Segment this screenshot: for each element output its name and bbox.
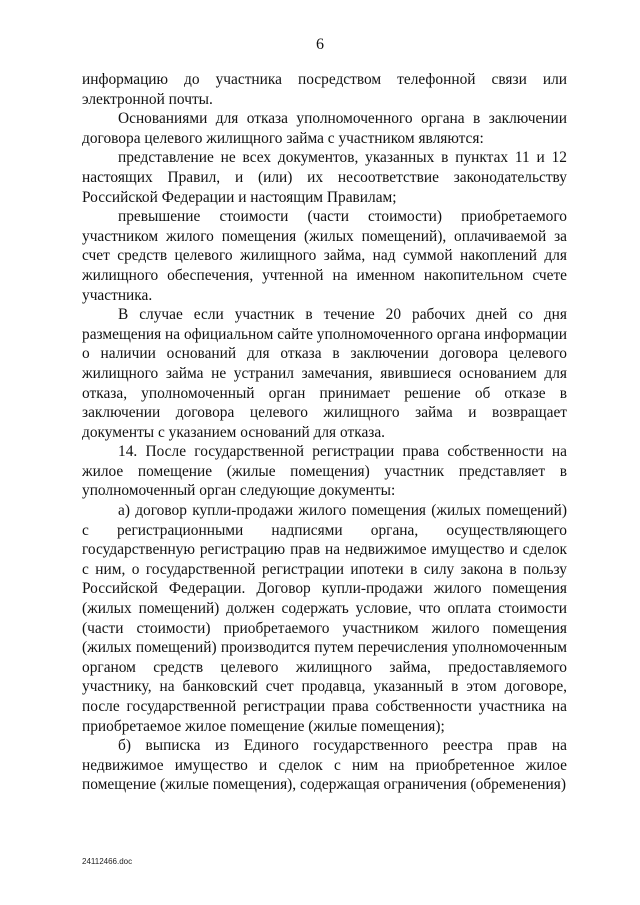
- paragraph-item-14: 14. После государственной регистрации права собственности на жилое помещение (жилые помещения) участник представляет в уполномоченный орган следующие документы:: [82, 443, 567, 500]
- paragraph-item-a: а) договор купли-продажи жилого помещения (жилых помещений) с регистрационными надписями органа, осуществляющего государственную регистрацию прав на недвижимое имущество и сделок с ним, о государственной регистрации ипотеки в силу закона в пользу Российской Федерации. Договор купли-продажи жилого помещения (жилых помещений) должен содержать условие, что оплата стоимости (части стоимости) приобретаемого участником жилого помещения (жилых помещений) производится путем перечисления уполномоченным органом средств целевого жилищного займа, предоставляемого участнику, на банковский счет продавца, указанный в этом договоре, после государственной регистрации права собственности участника на приобретаемое жилое помещение (жилые помещения);: [82, 502, 567, 735]
- page-number: 6: [316, 36, 324, 53]
- paragraph-refusal-grounds: Основаниями для отказа уполномоченного органа в заключении договора целевого жилищного займа с участником являются:: [82, 110, 567, 147]
- paragraph-cost-excess: превышение стоимости (части стоимости) приобретаемого участником жилого помещения (жилых помещений), оплачиваемой за счет средств целевого жилищного займа, над суммой накоплений для жилищного обеспечения, учтенной на именном накопительном счете участника.: [82, 208, 567, 304]
- document-body: [82, 70, 567, 795]
- paragraph-item-b: б) выписка из Единого государственного реестра прав на недвижимое имущество и сделок с ним на приобретенное жилое помещение (жилые помещения), содержащая ограничения (обременения): [82, 737, 567, 794]
- paragraph-continuation: информацию до участника посредством телефонной связи или электронной почты.: [82, 71, 567, 108]
- paragraph-twenty-days: В случае если участник в течение 20 рабочих дней со дня размещения на официальном сайте уполномоченного органа информации о наличии оснований для отказа в заключении договора целевого жилищного займа не устранил замечания, явившиеся основанием для отказа, уполномоченный орган принимает решение об отказе в заключении договора целевого жилищного займа и возвращает документы с указанием оснований для отказа.: [82, 306, 567, 441]
- footer-document-code: 24112466.doc: [82, 857, 133, 866]
- paragraph-incomplete-documents: представление не всех документов, указанных в пунктах 11 и 12 настоящих Правил, и (или) их несоответствие законодательству Российской Федерации и настоящим Правилам;: [82, 149, 567, 206]
